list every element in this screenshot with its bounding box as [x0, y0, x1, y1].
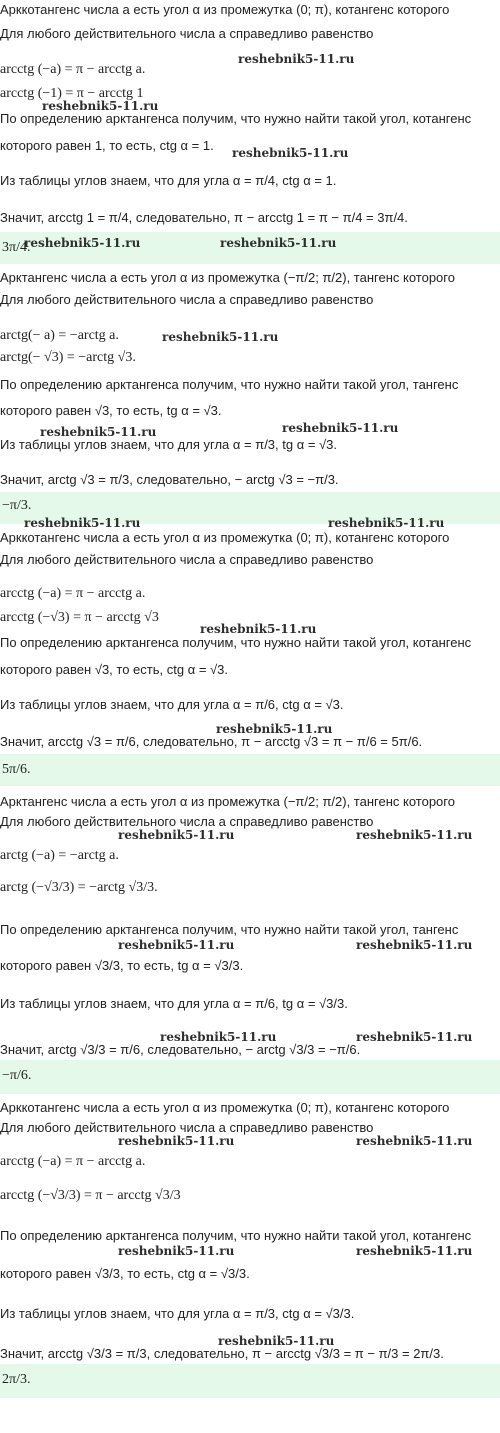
block4-answer-text: −π/6.: [2, 1068, 32, 1083]
watermark-text: reshebnik5-11.ru: [328, 516, 445, 530]
watermark-text: reshebnik5-11.ru: [24, 516, 141, 530]
watermark-text: reshebnik5-11.ru: [42, 99, 159, 113]
watermark-text: reshebnik5-11.ru: [200, 622, 317, 636]
watermark-text: reshebnik5-11.ru: [160, 1030, 277, 1044]
block5-line8: Значит, arcctg √3/3 = π/3, следовательно, π − arcctg √3/3 = π − π/3 = 2π/3.: [0, 1346, 444, 1361]
block5-line2: Для любого действительного числа a справедливо равенство: [0, 1120, 374, 1135]
block5-line7: Из таблицы углов знаем, что для угла α = π/3, ctg α = √3/3.: [0, 1306, 355, 1321]
block3-line5: По определению арктангенса получим, что нужно найти такой угол, котангенс: [0, 635, 472, 650]
watermark-text: reshebnik5-11.ru: [356, 1244, 473, 1258]
block4-line5: По определению арктангенса получим, что нужно найти такой угол, тангенс: [0, 922, 459, 937]
block3-answer: [0, 754, 500, 786]
watermark-text: reshebnik5-11.ru: [356, 828, 473, 842]
block3-line3: arcctg (−a) = π − arcctg a.: [0, 586, 146, 601]
block1-line5: По определению арктангенса получим, что нужно найти такой угол, котангенс: [0, 111, 472, 126]
block2-line2: Для любого действительного числа a справедливо равенство: [0, 292, 374, 307]
block5-answer: [0, 1364, 500, 1398]
block5-line5: По определению арктангенса получим, что нужно найти такой угол, котангенс: [0, 1228, 472, 1243]
block2-line1: Арктангенс числа a есть угол α из промежутка (−π/2; π/2), тангенс которого: [0, 270, 455, 285]
block3-line7: Из таблицы углов знаем, что для угла α = π/6, ctg α = √3.: [0, 697, 344, 712]
block1-line6: которого равен 1, то есть, ctg α = 1.: [0, 138, 214, 153]
watermark-text: reshebnik5-11.ru: [356, 1030, 473, 1044]
block5-line6: которого равен √3/3, то есть, ctg α = √3/3.: [0, 1266, 250, 1281]
block3-line2: Для любого действительного числа a справедливо равенство: [0, 552, 374, 567]
watermark-text: reshebnik5-11.ru: [356, 1134, 473, 1148]
watermark-text: reshebnik5-11.ru: [220, 236, 337, 250]
block3-answer-text: 5π/6.: [2, 762, 31, 777]
block5-line1: Арккотангенс числа a есть угол α из промежутка (0; π), котангенс которого: [0, 1100, 450, 1115]
block4-line4: arctg (−√3/3) = −arctg √3/3.: [0, 880, 158, 895]
watermark-text: reshebnik5-11.ru: [216, 722, 333, 736]
block4-line3: arctg (−a) = −arctg a.: [0, 848, 119, 863]
block2-line8: Значит, arctg √3 = π/3, следовательно, − arctg √3 = −π/3.: [0, 472, 339, 487]
watermark-text: reshebnik5-11.ru: [118, 1134, 235, 1148]
block2-line3: arctg(− a) = −arctg a.: [0, 328, 119, 343]
watermark-text: reshebnik5-11.ru: [356, 938, 473, 952]
block4-line6: которого равен √3/3, то есть, tg α = √3/3.: [0, 958, 244, 973]
block4-line8: Значит, arctg √3/3 = π/6, следовательно, − arctg √3/3 = −π/6.: [0, 1042, 361, 1057]
watermark-text: reshebnik5-11.ru: [162, 330, 279, 344]
block2-line6: которого равен √3, то есть, tg α = √3.: [0, 403, 222, 418]
block2-line7: Из таблицы углов знаем, что для угла α = π/3, tg α = √3.: [0, 437, 338, 452]
watermark-text: reshebnik5-11.ru: [118, 1244, 235, 1258]
watermark-text: reshebnik5-11.ru: [282, 421, 399, 435]
block1-line8: Значит, arcctg 1 = π/4, следовательно, π − arcctg 1 = π − π/4 = 3π/4.: [0, 210, 408, 225]
block1-line1: Арккотангенс числа a есть угол α из промежутка (0; π), котангенс которого: [0, 2, 450, 17]
block4-line1: Арктангенс числа a есть угол α из промежутка (−π/2; π/2), тангенс которого: [0, 794, 455, 809]
block4-line7: Из таблицы углов знаем, что для угла α = π/6, tg α = √3/3.: [0, 996, 348, 1011]
watermark-text: reshebnik5-11.ru: [118, 938, 235, 952]
block2-line4: arctg(− √3) = −arctg √3.: [0, 350, 136, 365]
block5-line3: arcctg (−a) = π − arcctg a.: [0, 1154, 146, 1169]
block3-line4: arcctg (−√3) = π − arcctg √3: [0, 610, 159, 625]
block5-line4: arcctg (−√3/3) = π − arcctg √3/3: [0, 1188, 181, 1203]
watermark-text: reshebnik5-11.ru: [24, 236, 141, 250]
block4-line2: Для любого действительного числа a справедливо равенство: [0, 814, 374, 829]
block1-line7: Из таблицы углов знаем, что для угла α = π/4, ctg α = 1.: [0, 173, 337, 188]
block1-line3: arcctg (−a) = π − arcctg a.: [0, 62, 146, 77]
block3-line8: Значит, arcctg √3 = π/6, следовательно, π − arcctg √3 = π − π/6 = 5π/6.: [0, 734, 423, 749]
block1-line4: arcctg (−1) = π − arcctg 1: [0, 86, 144, 101]
block4-answer: [0, 1060, 500, 1094]
block3-line1: Арккотангенс числа a есть угол α из промежутка (0; π), котангенс которого: [0, 530, 450, 545]
watermark-text: reshebnik5-11.ru: [40, 425, 157, 439]
watermark-text: reshebnik5-11.ru: [238, 52, 355, 66]
block3-line6: которого равен √3, то есть, ctg α = √3.: [0, 662, 228, 677]
block5-answer-text: 2π/3.: [2, 1372, 31, 1387]
block1-line2: Для любого действительного числа a справедливо равенство: [0, 26, 374, 41]
watermark-text: reshebnik5-11.ru: [232, 146, 349, 160]
block1-answer-text: 3π/4.: [2, 240, 31, 255]
watermark-text: reshebnik5-11.ru: [218, 1334, 335, 1348]
block2-answer-text: −π/3.: [2, 498, 32, 513]
block2-line5: По определению арктангенса получим, что нужно найти такой угол, тангенс: [0, 377, 459, 392]
watermark-text: reshebnik5-11.ru: [118, 828, 235, 842]
